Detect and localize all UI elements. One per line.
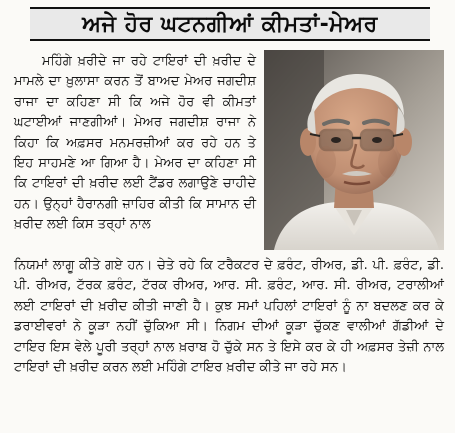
portrait-photo-icon — [264, 50, 444, 250]
headline-band — [30, 7, 430, 41]
article-body-top: ਮਹਿੰਗੇ ਖ਼ਰੀਦੇ ਜਾ ਰਹੇ ਟਾਇਰਾਂ ਦੀ ਖ਼ਰੀਦ ਦੇ ਮਾਮਲੇ ਦਾ ਖ਼ੁਲਾਸਾ ਕਰਨ ਤੋਂ ਬਾਅਦ ਮੇਅਰ ਜਗਦੀਸ਼ ਰਾਜਾ ਦਾ ਕਹਿਣਾ ਸੀ ਕਿ ਅਜੇ ਹੋਰ ਵੀ ਕੀਮਤਾਂ ਘਟਾਈਆਂ ਜਾਣਗੀਆਂ। ਮੇਅਰ ਜਗਦੀਸ਼ ਰਾਜਾ ਨੇ ਕਿਹਾ ਕਿ ਅਫ਼ਸਰ ਮਨਮਰਜ਼ੀਆਂ ਕਰ ਰਹੇ ਹਨ ਤੇ ਇਹ ਸਾਹਮਣੇ ਆ ਗਿਆ ਹੈ। ਮੇਅਰ ਦਾ ਕਹਿਣਾ ਸੀ ਕਿ ਟਾਇਰਾਂ ਦੀ ਖ਼ਰੀਦ ਲਈ ਟੈਂਡਰ ਲਗਾਉਣੇ ਚਾਹੀਦੇ ਹਨ। ਉਨ੍ਹਾਂ ਹੈਰਾਨਗੀ ਜ਼ਾਹਿਰ ਕੀਤੀ ਕਿ ਸਾਮਾਨ ਦੀ ਖ਼ਰੀਦ ਲਈ ਕਿਸ ਤਰ੍ਹਾਂ ਨਾਲ — [14, 54, 256, 233]
article-headline: ਅਜੇ ਹੋਰ ਘਟਨਗੀਆਂ ਕੀਮਤਾਂ-ਮੇਅਰ — [82, 11, 378, 37]
article-body-bottom: ਨਿਯਮਾਂ ਲਾਗੂ ਕੀਤੇ ਗਏ ਹਨ। ਚੇਤੇ ਰਹੇ ਕਿ ਟਰੈਕਟਰ ਦੇ ਫ਼ਰੰਟ, ਰੀਅਰ, ਡੀ. ਪੀ. ਫ਼ਰੰਟ, ਡੀ. ਪੀ. ਰੀਅਰ, ਟੱਰਕ ਫ਼ਰੰਟ, ਟੱਰਕ ਰੀਅਰ, ਆਰ. ਸੀ. ਫ਼ਰੰਟ, ਆਰ. ਸੀ. ਰੀਅਰ, ਟਰਾਲੀਆਂ ਲਈ ਟਾਇਰਾਂ ਦੀ ਖ਼ਰੀਦ ਕੀਤੀ ਜਾਣੀ ਹੈ। ਕੁਝ ਸਮਾਂ ਪਹਿਲਾਂ ਟਾਇਰਾਂ ਨੂੰ ਨਾ ਬਦਲਣ ਕਰ ਕੇ ਡਰਾਈਵਰਾਂ ਨੇ ਕੂੜਾ ਨਹੀਂ ਚੁੱਕਿਆ ਸੀ। ਨਿਗਮ ਦੀਆਂ ਕੂੜਾ ਚੁੱਕਣ ਵਾਲੀਆਂ ਗੱਡੀਆਂ ਦੇ ਟਾਇਰ ਇਸ ਵੇਲੇ ਪੂਰੀ ਤਰ੍ਹਾਂ ਨਾਲ ਖ਼ਰਾਬ ਹੋ ਚੁੱਕੇ ਸਨ ਤੇ ਇਸੇ ਕਰ ਕੇ ਹੀ ਅਫ਼ਸਰ ਤੇਜ਼ੀ ਨਾਲ ਟਾਇਰਾਂ ਦੀ ਖ਼ਰੀਦ ਕਰਨ ਲਈ ਮਹਿੰਗੇ ਟਾਇਰ ਖ਼ਰੀਦ ਕੀਤੇ ਜਾ ਰਹੇ ਸਨ। — [14, 258, 444, 376]
